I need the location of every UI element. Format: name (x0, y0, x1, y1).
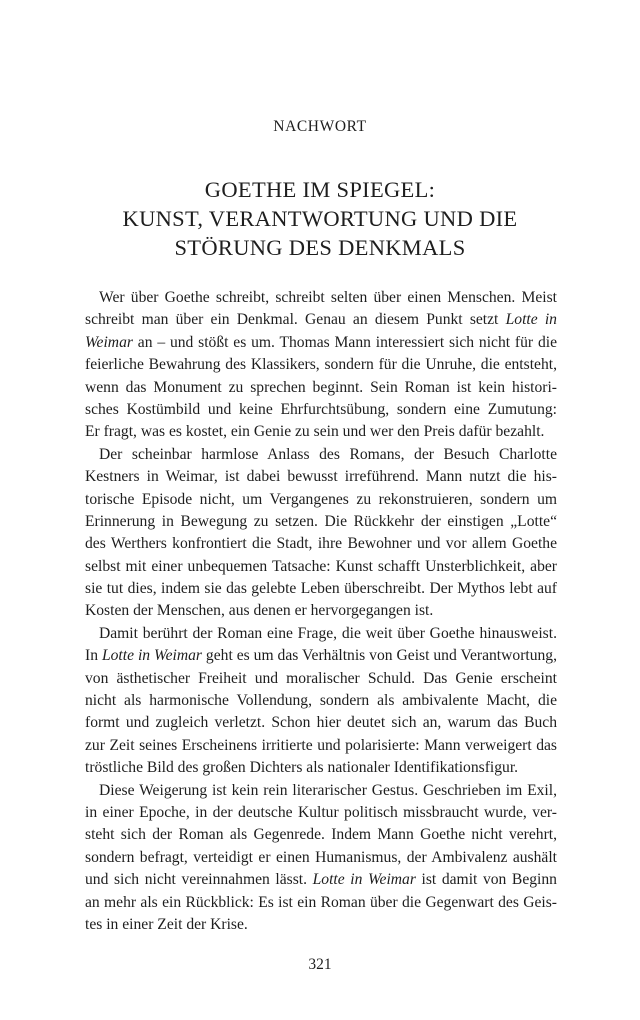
chapter-title (60, 175, 580, 262)
text-segment: ist damit von Beginn (415, 871, 557, 889)
paragraph (85, 444, 557, 623)
text-line: sches Kostümbild und keine Ehrfurchtsübung, sondern eine Zumutung: (85, 400, 557, 418)
body-text (85, 287, 557, 936)
italic-title: Lotte in Weimar (312, 871, 416, 889)
text-line: Diese Weigerung ist kein rein literarischer Gestus. Geschrieben im Exil, (99, 781, 557, 799)
title-line: GOETHE IM SPIEGEL: (204, 177, 436, 202)
text-line: wenn das Monument zu sprechen beginnt. Sein Roman ist kein histori- (85, 378, 557, 396)
text-line: Wer über Goethe schreibt, schreibt selten über einen Menschen. Meist (99, 289, 557, 306)
text-segment: an – und stößt es um. Thomas Mann interessiert sich nicht für die (132, 333, 557, 351)
italic-title: Lotte in Weimar (101, 647, 202, 665)
title-line: STÖRUNG DES DENKMALS (174, 235, 466, 260)
text-line (85, 332, 557, 354)
text-line (85, 645, 557, 667)
text-line: Er fragt, was es kostet, ein Genie zu sein und wer den Preis dafür bezahlt. (85, 423, 545, 441)
section-label: NACHWORT (273, 118, 367, 135)
text-line: nicht als harmonische Vollendung, sondern als ambivalente Macht, die (85, 692, 557, 710)
text-line: Damit berührt der Roman eine Frage, die weit über Goethe hinausweist. (99, 624, 557, 642)
text-line: Erinnerung in Bewegung zu setzen. Die Rückkehr der einstigen „Lotte“ (85, 512, 557, 530)
text-segment: geht es um das Verhältnis von Geist und Verantwortung, (201, 647, 558, 665)
text-segment: und sich nicht vereinnahmen lässt. (85, 871, 313, 889)
text-line (85, 309, 557, 331)
paragraph (85, 780, 557, 937)
text-line: von ästhetischer Freiheit und moralischer Schuld. Das Genie erscheint (85, 669, 557, 687)
text-line: tröstliche Bild des großen Dichters als nationaler Identifikationsfigur. (85, 759, 519, 777)
text-segment: schreibt man über ein Denkmal. Genau an diesem Punkt setzt (85, 311, 506, 329)
page-number: 321 (308, 956, 332, 973)
italic-title: Lotte in (505, 311, 557, 329)
text-line: zur Zeit seines Erscheinens irritierte und polarisierte: Mann verweigert das (85, 736, 557, 754)
text-line: des Werthers konfrontiert die Stadt, ihre Bewohner und vor allem Goethe (85, 535, 557, 553)
text-line: in einer Epoche, in der deutsche Kultur politisch missbraucht wurde, ver- (85, 803, 557, 821)
text-line (85, 869, 557, 891)
paragraph (85, 287, 557, 444)
text-line: Kestners in Weimar, ist dabei bewusst irreführend. Mann nutzt die his- (85, 468, 557, 486)
text-line: Der scheinbar harmlose Anlass des Romans, der Besuch Charlotte (99, 445, 557, 463)
title-line: KUNST, VERANTWORTUNG UND DIE (122, 206, 518, 231)
italic-title: Weimar (85, 333, 133, 351)
text-line: steht sich der Roman als Gegenrede. Indem Mann Goethe nicht verehrt, (85, 826, 557, 844)
text-line: sie tut dies, indem sie das gelebte Leben überschreibt. Der Mythos lebt auf (85, 580, 557, 598)
text-line: Kosten der Menschen, aus denen er hervorgegangen ist. (85, 602, 434, 620)
text-line: torische Episode nicht, um Vergangenes zu rekonstruieren, sondern um (85, 490, 557, 508)
text-line: sondern befragt, verteidigt er einen Humanismus, der Ambivalenz aushält (85, 848, 557, 866)
paragraph (85, 623, 557, 780)
text-line: selbst mit einer unbequemen Tatsache: Kunst schafft Unsterblichkeit, aber (85, 557, 557, 575)
text-line: feierliche Bewahrung des Klassikers, sondern für die Unruhe, die entsteht, (85, 356, 557, 374)
text-segment: In (85, 647, 102, 665)
text-line: formt und zugleich verletzt. Schon hier deutet sich an, warum das Buch (85, 714, 557, 732)
text-line: tes in einer Zeit der Krise. (85, 915, 248, 933)
text-line: an mehr als ein Rückblick: Es ist ein Roman über die Gegenwart des Geis- (85, 893, 557, 911)
